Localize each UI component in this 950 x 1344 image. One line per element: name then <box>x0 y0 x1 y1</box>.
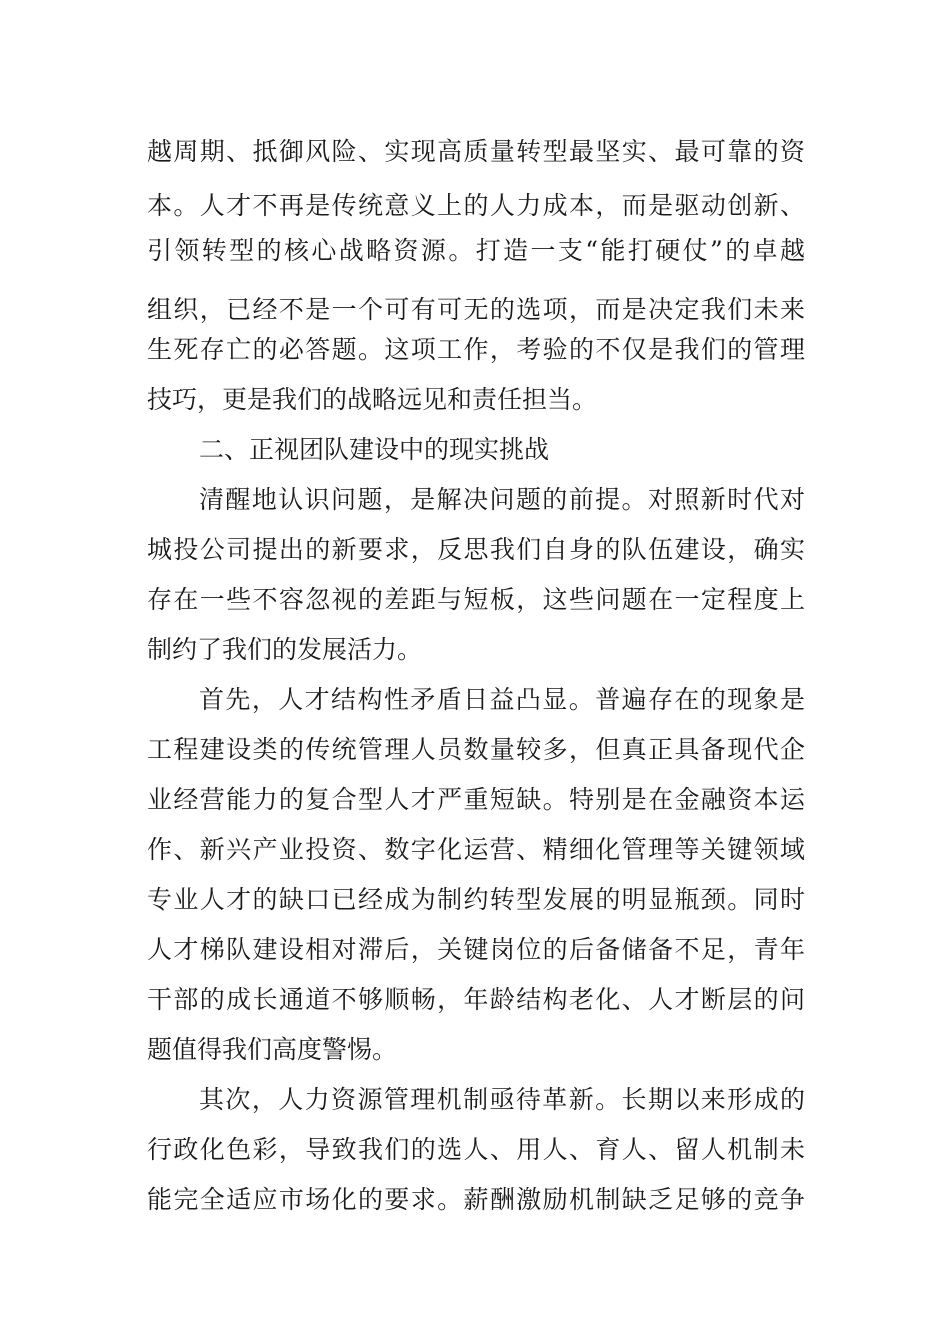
text-line: 题值得我们高度警惕。 <box>147 1035 398 1064</box>
text-line: 城投公司提出的新要求，反思我们自身的队伍建设，确实 <box>147 535 805 564</box>
text-line: 工程建设类的传统管理人员数量较多，但真正具备现代企 <box>147 735 805 764</box>
text-line: 专业人才的缺口已经成为制约转型发展的明显瓶颈。同时 <box>147 885 805 914</box>
text-line: 制约了我们的发展活力。 <box>147 635 423 664</box>
text-line: 越周期、抵御风险、实现高质量转型最坚实、最可靠的资 <box>147 137 805 166</box>
text-line: 引领转型的核心战略资源。打造一支“能打硬仗”的卓越 <box>147 236 805 265</box>
text-line: 能完全适应市场化的要求。薪酬激励机制缺乏足够的竞争 <box>147 1185 805 1214</box>
text-line: 其次，人力资源管理机制亟待革新。长期以来形成的 <box>199 1085 805 1114</box>
text-line: 人才梯队建设相对滞后，关键岗位的后备储备不足，青年 <box>147 935 805 964</box>
text-line: 行政化色彩，导致我们的选人、用人、育人、留人机制未 <box>147 1135 805 1164</box>
text-line: 清醒地认识问题，是解决问题的前提。对照新时代对 <box>199 485 805 514</box>
text-line: 本。人才不再是传统意义上的人力成本，而是驱动创新、 <box>147 191 805 220</box>
text-line: 干部的成长通道不够顺畅，年龄结构老化、人才断层的问 <box>147 985 805 1014</box>
text-line: 生死存亡的必答题。这项工作，考验的不仅是我们的管理 <box>147 335 805 364</box>
text-line: 业经营能力的复合型人才严重短缺。特别是在金融资本运 <box>147 785 805 814</box>
text-line: 技巧，更是我们的战略远见和责任担当。 <box>147 385 598 414</box>
text-line: 作、新兴产业投资、数字化运营、精细化管理等关键领域 <box>147 835 805 864</box>
text-line: 存在一些不容忽视的差距与短板，这些问题在一定程度上 <box>147 585 805 614</box>
text-line: 组织，已经不是一个可有可无的选项，而是决定我们未来 <box>147 295 805 324</box>
section-heading: 二、正视团队建设中的现实挑战 <box>199 435 550 464</box>
text-line: 首先，人才结构性矛盾日益凸显。普遍存在的现象是 <box>199 685 805 714</box>
